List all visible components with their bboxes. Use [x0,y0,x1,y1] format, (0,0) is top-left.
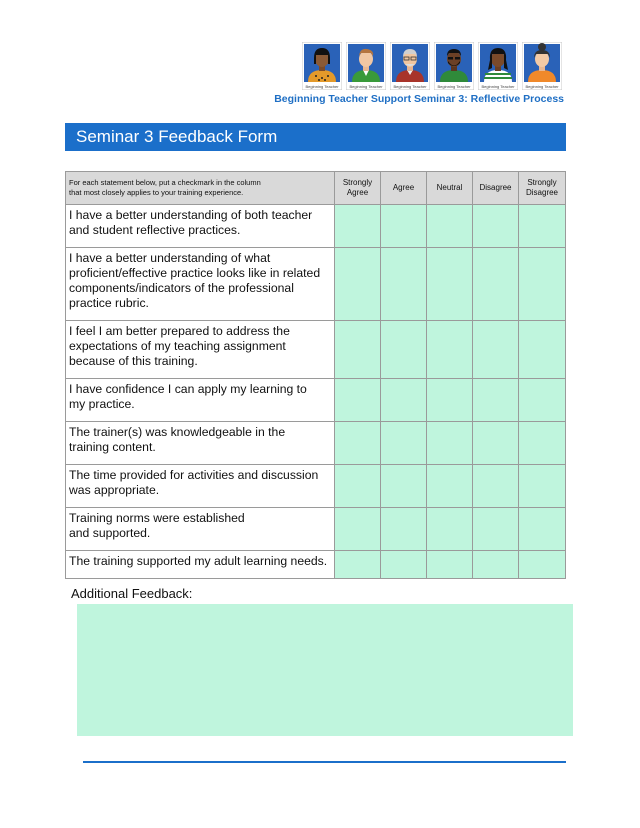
teacher-avatar-2-icon [346,42,386,90]
statement-cell [66,465,335,508]
checkbox-agree[interactable] [381,379,427,422]
statement-line: Training norms were established [69,511,245,525]
checkbox-strongly-agree[interactable] [335,465,381,508]
checkbox-strongly-disagree[interactable] [519,551,566,579]
checkbox-neutral[interactable] [427,321,473,379]
table-row [66,508,566,551]
column-header-line: Strongly [342,178,373,187]
checkbox-disagree[interactable] [473,248,519,321]
checkbox-strongly-agree[interactable] [335,551,381,579]
avatar-caption: Beginning Teacher [349,84,383,89]
statement-line: proficient/effective practice looks like in related [69,266,321,280]
column-header-line: Agree [346,188,369,197]
statement-line: components/indicators of the professional [69,281,294,295]
checkbox-agree[interactable] [381,508,427,551]
column-header-neutral [427,172,473,205]
teacher-avatar-3-icon [390,42,430,90]
checkbox-strongly-agree[interactable] [335,508,381,551]
statement-line: I have a better understanding of what [69,251,271,265]
checkbox-strongly-disagree[interactable] [519,321,566,379]
checkbox-neutral[interactable] [427,465,473,508]
footer-divider [83,761,566,763]
statement-line: The trainer(s) was knowledgeable in the [69,425,286,439]
statement-line: The time provided for activities and discussion [69,468,319,482]
checkbox-strongly-agree[interactable] [335,205,381,248]
checkbox-agree[interactable] [381,465,427,508]
checkbox-agree[interactable] [381,321,427,379]
statement-line: and supported. [69,526,151,540]
checkbox-strongly-disagree[interactable] [519,422,566,465]
column-header-strongly-agree [335,172,381,205]
statement-cell [66,508,335,551]
column-header-disagree [473,172,519,205]
statement-line: was appropriate. [69,483,160,497]
column-header-line: Disagree [525,188,558,197]
teacher-avatar-6-icon [522,42,562,90]
checkbox-strongly-disagree[interactable] [519,248,566,321]
table-row [66,551,566,579]
avatar-caption: Beginning Teacher [525,84,559,89]
instructions-line-2: that most closely applies to your training experience. [69,188,244,197]
checkbox-agree[interactable] [381,205,427,248]
avatar-caption: Beginning Teacher [305,84,339,89]
checkbox-disagree[interactable] [473,508,519,551]
checkbox-agree[interactable] [381,248,427,321]
column-header-line: Agree [392,183,415,192]
column-header-strongly-disagree [519,172,566,205]
checkbox-strongly-disagree[interactable] [519,508,566,551]
statement-cell [66,422,335,465]
seminar-series-title: Beginning Teacher Support Seminar 3: Reflective Process [274,93,564,105]
checkbox-neutral[interactable] [427,551,473,579]
statement-cell [66,205,335,248]
statement-line: practice rubric. [69,296,149,310]
table-row [66,248,566,321]
statement-line: because of this training. [69,354,198,368]
checkbox-disagree[interactable] [473,205,519,248]
checkbox-neutral[interactable] [427,508,473,551]
checkbox-strongly-disagree[interactable] [519,379,566,422]
instructions-line-1: For each statement below, put a checkmark in the column [69,178,261,187]
teacher-avatar-5-icon [478,42,518,90]
additional-feedback-label: Additional Feedback: [71,586,193,601]
checkbox-strongly-disagree[interactable] [519,465,566,508]
checkbox-neutral[interactable] [427,379,473,422]
statement-line: I feel I am better prepared to address the [69,324,290,338]
checkbox-strongly-agree[interactable] [335,379,381,422]
statement-cell [66,321,335,379]
checkbox-disagree[interactable] [473,379,519,422]
avatar-strip [302,42,562,90]
column-header-agree [381,172,427,205]
teacher-avatar-1-icon [302,42,342,90]
table-row [66,205,566,248]
table-row [66,465,566,508]
checkbox-neutral[interactable] [427,248,473,321]
statement-cell [66,551,335,579]
form-title-banner: Seminar 3 Feedback Form [65,123,566,151]
statement-cell [66,248,335,321]
checkbox-strongly-agree[interactable] [335,321,381,379]
statement-line: my practice. [69,397,135,411]
checkbox-strongly-agree[interactable] [335,248,381,321]
column-header-line: Neutral [436,183,463,192]
checkbox-agree[interactable] [381,551,427,579]
checkbox-agree[interactable] [381,422,427,465]
additional-feedback-field[interactable] [77,604,573,736]
teacher-avatar-4-icon [434,42,474,90]
statement-cell [66,379,335,422]
statement-line: I have a better understanding of both teacher [69,208,313,222]
column-header-line: Strongly [527,178,557,187]
feedback-table [65,171,566,579]
statement-line: training content. [69,440,156,454]
checkbox-neutral[interactable] [427,205,473,248]
checkbox-neutral[interactable] [427,422,473,465]
checkbox-disagree[interactable] [473,465,519,508]
checkbox-disagree[interactable] [473,422,519,465]
table-row [66,422,566,465]
table-row [66,321,566,379]
checkbox-disagree[interactable] [473,321,519,379]
checkbox-strongly-agree[interactable] [335,422,381,465]
column-header-line: Disagree [479,183,512,192]
statement-line: The training supported my adult learning needs. [69,554,328,568]
statement-line: expectations of my teaching assignment [69,339,286,353]
avatar-caption: Beginning Teacher [437,84,471,89]
avatar-caption: Beginning Teacher [481,84,515,89]
statement-line: I have confidence I can apply my learning to [69,382,307,396]
statement-line: and student reflective practices. [69,223,241,237]
avatar-caption: Beginning Teacher [393,84,427,89]
checkbox-strongly-disagree[interactable] [519,205,566,248]
instructions-cell [66,172,335,205]
checkbox-disagree[interactable] [473,551,519,579]
table-row [66,379,566,422]
table-header-row [66,172,566,205]
